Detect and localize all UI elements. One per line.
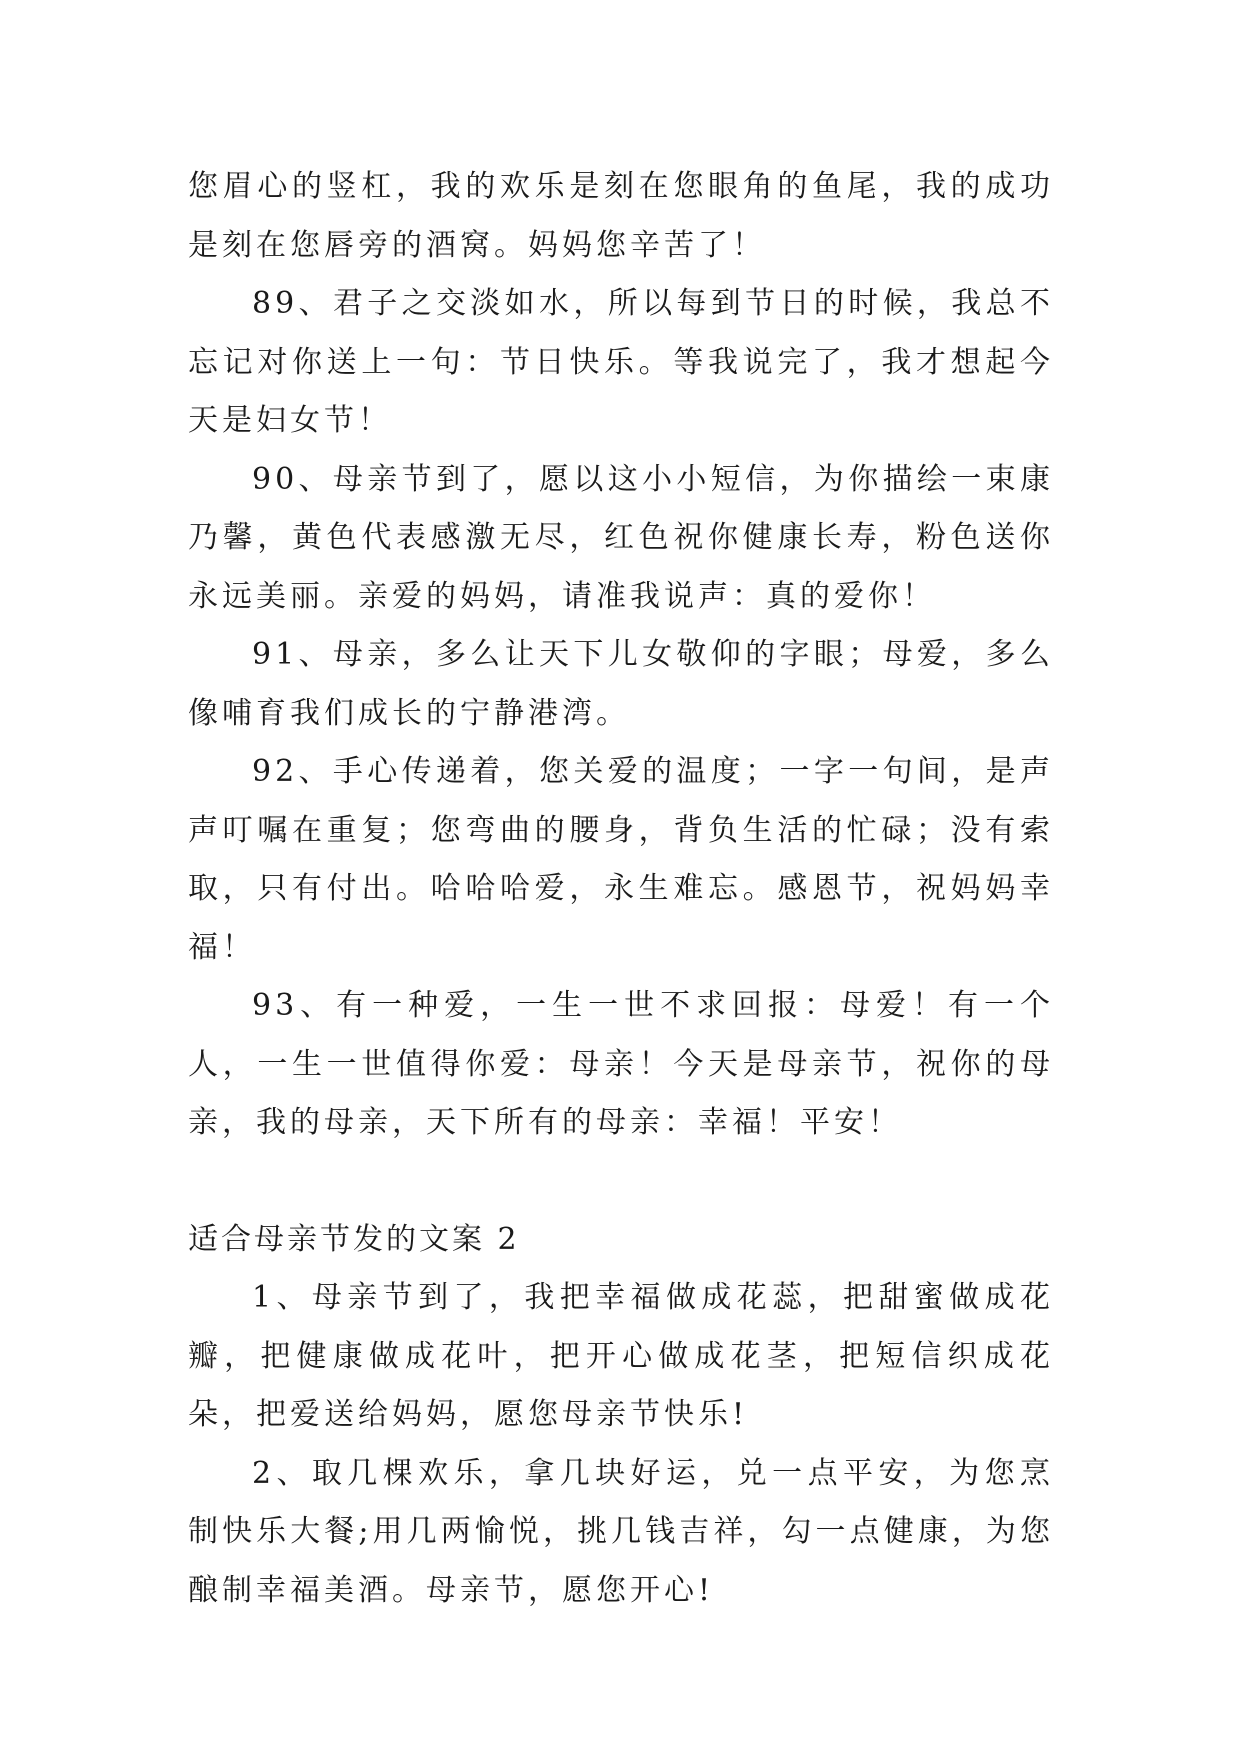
list-item-91: 91、母亲，多么让天下儿女敬仰的字眼；母爱，多么像哺育我们成长的宁静港湾。 — [188, 637, 1054, 731]
section2-item-2: 2、取几棵欢乐，拿几块好运，兑一点平安，为您烹制快乐大餐;用几两愉悦，挑几钱吉祥，勾一点健康，为您酿制幸福美酒。母亲节，愿您开心! — [188, 1455, 1054, 1608]
document-page — [188, 158, 1054, 1620]
section-heading: 适合母亲节发的文案 2 — [188, 1221, 520, 1257]
list-item-90: 90、母亲节到了，愿以这小小短信，为你描绘一束康乃馨，黄色代表感激无尽，红色祝你健康长寿，粉色送你永远美丽。亲爱的妈妈，请准我说声：真的爱你！ — [188, 461, 1054, 614]
section2-item-1: 1、母亲节到了，我把幸福做成花蕊，把甜蜜做成花瓣，把健康做成花叶，把开心做成花茎，把短信织成花朵，把爱送给妈妈，愿您母亲节快乐! — [188, 1280, 1054, 1432]
section-spacer — [188, 1153, 1054, 1211]
list-item-93: 93、有一种爱，一生一世不求回报：母爱！有一个人，一生一世值得你爱：母亲！今天是母亲节，祝你的母亲，我的母亲，天下所有的母亲：幸福！平安！ — [188, 988, 1054, 1140]
continued-paragraph: 您眉心的竖杠，我的欢乐是刻在您眼角的鱼尾，我的成功是刻在您唇旁的酒窝。妈妈您辛苦了！ — [188, 169, 1054, 263]
list-item-92: 92、手心传递着，您关爱的温度；一字一句间，是声声叮嘱在重复；您弯曲的腰身，背负生活的忙碌；没有索取，只有付出。哈哈哈爱，永生难忘。感恩节，祝妈妈幸福！ — [188, 754, 1054, 965]
list-item-89: 89、君子之交淡如水，所以每到节日的时候，我总不忘记对你送上一句：节日快乐。等我说完了，我才想起今天是妇女节！ — [188, 286, 1054, 438]
